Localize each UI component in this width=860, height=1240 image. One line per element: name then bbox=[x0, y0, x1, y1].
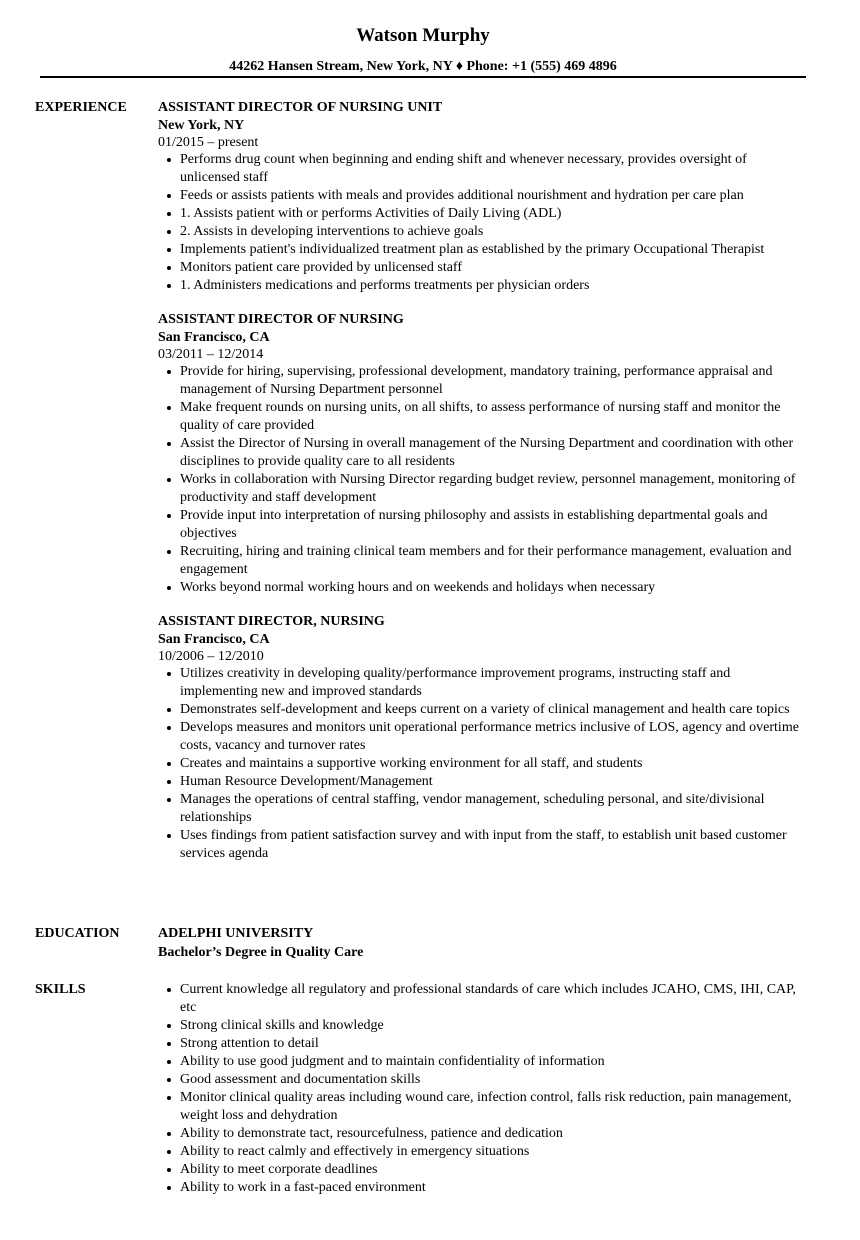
job-title: ASSISTANT DIRECTOR, NURSING bbox=[158, 614, 385, 629]
duty-item: Works in collaboration with Nursing Director regarding budget review, personnel management, monitoring of productivity and staff development bbox=[180, 471, 818, 507]
skill-item: Ability to demonstrate tact, resourcefulness, patience and dedication bbox=[180, 1125, 818, 1143]
degree: Bachelor’s Degree in Quality Care bbox=[158, 945, 364, 960]
skill-item: Good assessment and documentation skills bbox=[180, 1071, 818, 1089]
duty-item: Performs drug count when beginning and ending shift and whenever necessary, provides oversight of unlicensed staff bbox=[180, 151, 818, 187]
job-entry bbox=[158, 613, 818, 863]
contact-info: 44262 Hansen Stream, New York, NY ♦ Phone: +1 (555) 469 4896 bbox=[229, 59, 617, 74]
duty-item: 2. Assists in developing interventions to achieve goals bbox=[180, 223, 818, 241]
duty-item: Human Resource Development/Management bbox=[180, 773, 818, 791]
job-entry bbox=[158, 311, 818, 597]
job-location: San Francisco, CA bbox=[158, 632, 270, 647]
job-duties bbox=[158, 665, 818, 863]
experience-list bbox=[158, 99, 818, 877]
job-location: San Francisco, CA bbox=[158, 330, 270, 345]
duty-item: Manages the operations of central staffing, vendor management, scheduling personal, and site/divisional relationships bbox=[180, 791, 818, 827]
skill-item: Strong attention to detail bbox=[180, 1035, 818, 1053]
job-entry bbox=[158, 99, 818, 295]
section-label-experience: EXPERIENCE bbox=[35, 100, 127, 115]
duty-item: Feeds or assists patients with meals and provides additional nourishment and hydration per care plan bbox=[180, 187, 818, 205]
duty-item: Works beyond normal working hours and on weekends and holidays when necessary bbox=[180, 579, 818, 597]
job-title: ASSISTANT DIRECTOR OF NURSING bbox=[158, 312, 404, 327]
skill-item: Monitor clinical quality areas including wound care, infection control, falls risk reduction, pain management, weight loss and dehydration bbox=[180, 1089, 818, 1125]
skill-item: Current knowledge all regulatory and professional standards of care which includes JCAHO, CMS, IHI, CAP, etc bbox=[180, 981, 818, 1017]
skills-list-container bbox=[158, 981, 818, 1197]
school-name: ADELPHI UNIVERSITY bbox=[158, 926, 314, 941]
job-location: New York, NY bbox=[158, 118, 245, 133]
skill-item: Ability to work in a fast-paced environment bbox=[180, 1179, 818, 1197]
section-label-education: EDUCATION bbox=[35, 926, 120, 941]
duty-item: Develops measures and monitors unit operational performance metrics inclusive of LOS, agency and overtime costs, vacancy and turnover rates bbox=[180, 719, 818, 755]
duty-item: 1. Administers medications and performs treatments per physician orders bbox=[180, 277, 818, 295]
job-duties bbox=[158, 151, 818, 295]
duty-item: Make frequent rounds on nursing units, on all shifts, to assess performance of nursing staff and monitor the quality of care provided bbox=[180, 399, 818, 435]
duty-item: Recruiting, hiring and training clinical team members and for their performance management, evaluation and engagement bbox=[180, 543, 818, 579]
skill-item: Ability to react calmly and effectively in emergency situations bbox=[180, 1143, 818, 1161]
job-dates: 01/2015 – present bbox=[158, 135, 259, 150]
skill-item: Ability to use good judgment and to maintain confidentiality of information bbox=[180, 1053, 818, 1071]
header-divider bbox=[40, 76, 806, 78]
education-details bbox=[158, 925, 818, 963]
duty-item: Provide input into interpretation of nursing philosophy and assists in establishing departmental goals and objectives bbox=[180, 507, 818, 543]
duty-item: Implements patient's individualized treatment plan as established by the primary Occupational Therapist bbox=[180, 241, 818, 259]
skills-list bbox=[158, 981, 818, 1197]
job-title: ASSISTANT DIRECTOR OF NURSING UNIT bbox=[158, 100, 443, 115]
job-duties bbox=[158, 363, 818, 597]
duty-item: Uses findings from patient satisfaction survey and with input from the staff, to establish unit based customer services agenda bbox=[180, 827, 818, 863]
skill-item: Ability to meet corporate deadlines bbox=[180, 1161, 818, 1179]
section-label-skills: SKILLS bbox=[35, 982, 86, 997]
duty-item: Demonstrates self-development and keeps current on a variety of clinical management and health care topics bbox=[180, 701, 818, 719]
duty-item: Provide for hiring, supervising, professional development, mandatory training, performance appraisal and management of Nursing Department personnel bbox=[180, 363, 818, 399]
duty-item: 1. Assists patient with or performs Activities of Daily Living (ADL) bbox=[180, 205, 818, 223]
job-dates: 03/2011 – 12/2014 bbox=[158, 347, 264, 362]
candidate-name: Watson Murphy bbox=[356, 25, 490, 46]
skill-item: Strong clinical skills and knowledge bbox=[180, 1017, 818, 1035]
job-dates: 10/2006 – 12/2010 bbox=[158, 649, 264, 664]
duty-item: Assist the Director of Nursing in overall management of the Nursing Department and coordination with other disciplines to provide quality care to all residents bbox=[180, 435, 818, 471]
duty-item: Utilizes creativity in developing quality/performance improvement programs, instructing staff and implementing new and improved standards bbox=[180, 665, 818, 701]
duty-item: Monitors patient care provided by unlicensed staff bbox=[180, 259, 818, 277]
duty-item: Creates and maintains a supportive working environment for all staff, and students bbox=[180, 755, 818, 773]
